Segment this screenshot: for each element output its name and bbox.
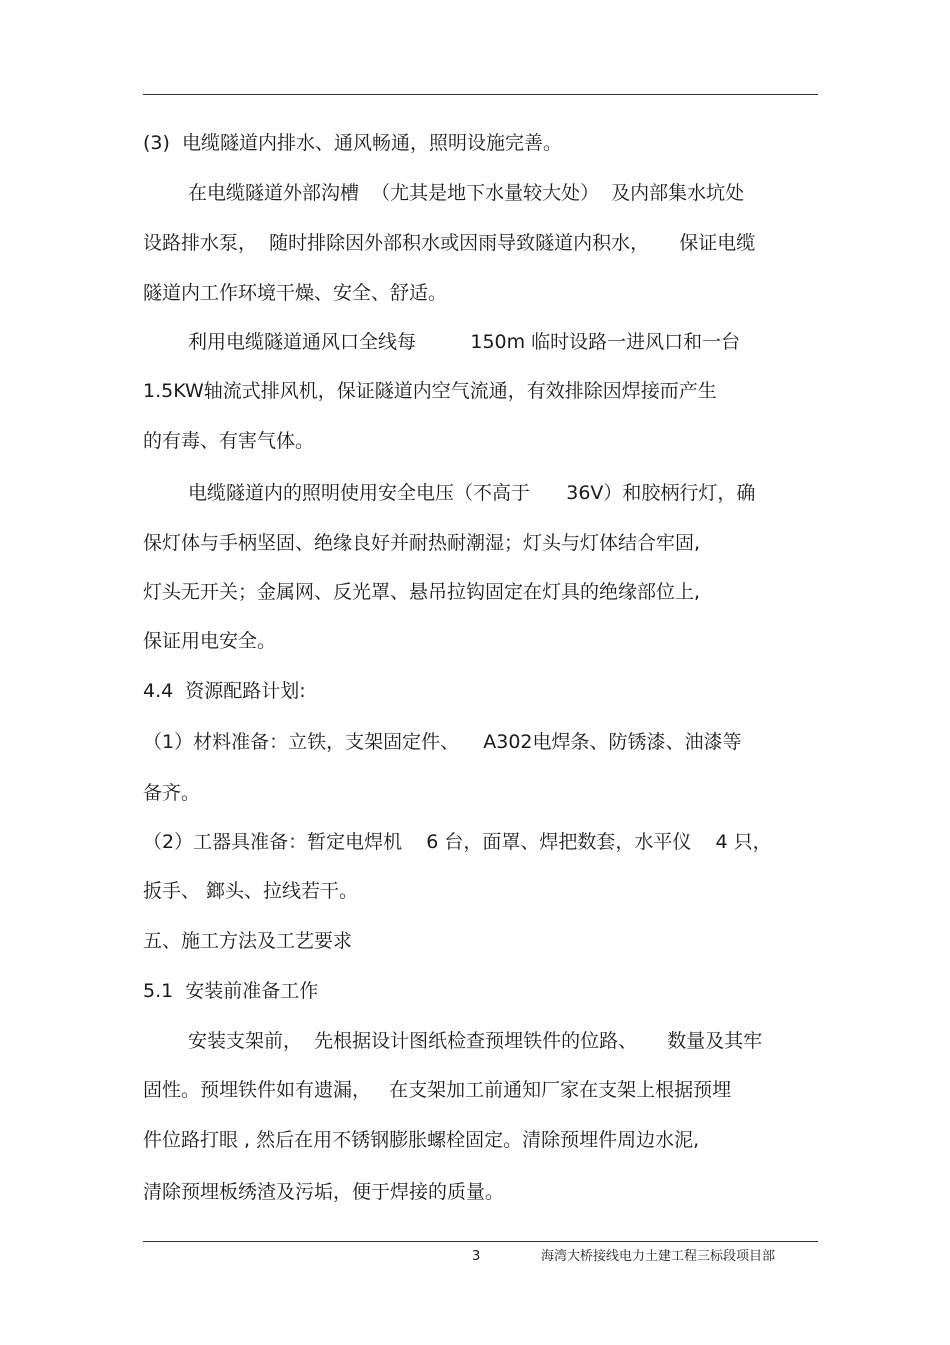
section-heading: 五、施工方法及工艺要求 — [143, 930, 353, 952]
text-line: 安装支架前， 先根据设计图纸检查预埋铁件的位路、 数量及其牢 — [188, 1030, 763, 1052]
text-line: 清除预埋板绣渣及污垢，便于焊接的质量。 — [143, 1181, 505, 1203]
text-line: 固性。预埋铁件如有遗漏， 在支架加工前通知厂家在支架上根据预埋 — [143, 1079, 732, 1101]
text-line: 灯头无开关；金属网、反光罩、悬吊拉钩固定在灯具的绝缘部位上, — [143, 581, 701, 603]
page-number: 3 — [472, 1249, 481, 1264]
text-line: 保灯体与手柄坚固、绝缘良好并耐热耐潮湿；灯头与灯体结合牢固, — [143, 532, 701, 554]
text-line: 隧道内工作环境干燥、安全、舒适。 — [143, 282, 448, 304]
text-line: 的有毒、有害气体。 — [143, 430, 315, 452]
footer-rule — [143, 1241, 818, 1242]
text-line: 利用电缆隧道通风口全线每 150m 临时设路一进风口和一台 — [188, 331, 741, 353]
section-heading: 5.1 安装前准备工作 — [143, 980, 319, 1002]
text-line: （2）工器具准备：暂定电焊机 6 台，面罩、焊把数套，水平仪 4 只， — [143, 831, 772, 853]
text-line: 备齐。 — [143, 782, 201, 804]
text-line: 扳手、 鎯头、拉线若干。 — [143, 880, 359, 902]
text-line: （1）材料准备：立铁，支架固定件、 A302电焊条、防锈漆、油漆等 — [143, 731, 742, 753]
text-line: (3) 电缆隧道内排水、通风畅通，照明设施完善。 — [143, 132, 562, 154]
footer-organization: 海湾大桥接线电力土建工程三标段项目部 — [541, 1249, 776, 1264]
text-line: 1.5KW轴流式排风机，保证隧道内空气流通，有效排除因焊接而产生 — [143, 380, 717, 402]
text-line: 保证用电安全。 — [143, 630, 277, 652]
header-rule — [143, 94, 818, 95]
text-line: 在电缆隧道外部沟槽 （尤其是地下水量较大处） 及内部集水坑处 — [188, 182, 745, 204]
text-line: 设路排水泵， 随时排除因外部积水或因雨导致隧道内积水， 保证电缆 — [143, 232, 756, 254]
section-heading: 4.4 资源配路计划: — [143, 680, 306, 702]
text-line: 电缆隧道内的照明使用安全电压（不高于 36V）和胶柄行灯，确 — [188, 482, 756, 504]
text-line: 件位路打眼 , 然后在用不锈钢膨胀螺栓固定。清除预埋件周边水泥, — [143, 1129, 700, 1151]
